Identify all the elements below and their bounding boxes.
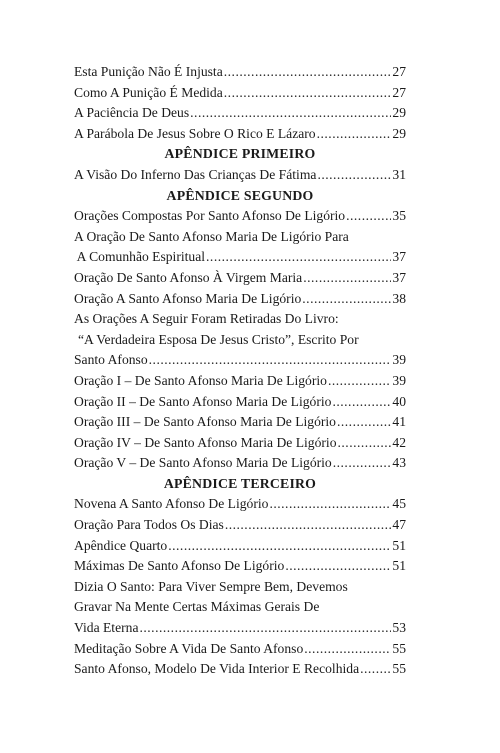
toc-page-number: 43 (392, 455, 406, 471)
toc-page-number: 51 (392, 558, 406, 574)
toc-page-number: 51 (392, 537, 406, 553)
toc-entry (74, 124, 406, 145)
toc-entry (74, 433, 406, 454)
dot-leader (338, 433, 392, 454)
section-heading: APÊNDICE TERCEIRO (163, 475, 317, 491)
toc-page-number: 55 (392, 661, 406, 677)
toc-page-number: 55 (392, 640, 406, 656)
toc-entry-title: Orações Compostas Por Santo Afonso De Ligório (74, 208, 346, 224)
toc-entry-title: A Paciência De Deus (74, 105, 190, 121)
table-of-contents (74, 62, 406, 680)
dot-leader (328, 371, 391, 392)
toc-text-line: Gravar Na Mente Certas Máximas Gerais De (74, 599, 320, 615)
toc-page-number: 35 (392, 208, 406, 224)
toc-entry (74, 494, 406, 515)
toc-text-line: A Oração De Santo Afonso Maria De Ligório Para (74, 228, 349, 244)
toc-entry-title: Vida Eterna (74, 620, 139, 636)
toc-entry (74, 268, 406, 289)
toc-page-number: 31 (392, 166, 406, 182)
toc-entry-title: Esta Punição Não É Injusta (74, 64, 223, 79)
toc-entry (74, 62, 406, 83)
toc-entry-title: Santo Afonso, Modelo De Vida Interior E Recolhida (74, 661, 360, 677)
toc-entry (74, 556, 406, 577)
dot-leader (285, 556, 391, 577)
dot-leader (139, 618, 391, 639)
toc-entry-title: Santo Afonso (74, 352, 148, 368)
toc-page-number: 29 (392, 105, 406, 121)
toc-entry-title: Oração I – De Santo Afonso Maria De Ligório (74, 372, 327, 388)
toc-entry-title: Oração V – De Santo Afonso Maria De Ligório (74, 455, 332, 471)
toc-entry-title: Oração II – De Santo Afonso Maria De Ligório (74, 393, 332, 409)
toc-entry-title: Oração Para Todos Os Dias (74, 517, 224, 533)
dot-leader (337, 412, 391, 433)
dot-leader (190, 103, 391, 124)
dot-leader (224, 83, 392, 104)
toc-page-number: 40 (392, 393, 406, 409)
toc-entry-title: Oração A Santo Afonso Maria De Ligório (74, 290, 302, 306)
toc-page-number: 37 (392, 269, 406, 285)
dot-leader (317, 165, 391, 186)
toc-entry-title: Oração De Santo Afonso À Virgem Maria (74, 269, 303, 285)
dot-leader (304, 639, 391, 660)
toc-entry (74, 289, 406, 310)
toc-page-number: 45 (392, 496, 406, 512)
dot-leader (302, 289, 391, 310)
toc-page-number: 38 (392, 290, 406, 306)
toc-page-number: 37 (392, 249, 406, 265)
dot-leader (303, 268, 391, 289)
toc-entry (74, 371, 406, 392)
dot-leader (317, 124, 392, 145)
toc-entry (74, 412, 406, 433)
toc-entry-title: Novena A Santo Afonso De Ligório (74, 496, 269, 512)
toc-page-number: 47 (392, 517, 406, 533)
toc-entry-title: Máximas De Santo Afonso De Ligório (74, 558, 285, 574)
toc-entry (74, 165, 406, 186)
toc-entry-title: Oração IV – De Santo Afonso Maria De Ligório (74, 434, 337, 450)
toc-entry-title: A Parábola De Jesus Sobre O Rico E Lázaro (74, 125, 316, 141)
section-heading: APÊNDICE PRIMEIRO (164, 146, 316, 162)
toc-entry-title: Como A Punição É Medida (74, 84, 223, 100)
dot-leader (269, 494, 391, 515)
toc-entry-title: Meditação Sobre A Vida De Santo Afonso (74, 640, 304, 656)
dot-leader (224, 62, 392, 83)
dot-leader (206, 247, 391, 268)
toc-page-number: 42 (392, 434, 406, 450)
toc-entry (74, 247, 406, 268)
toc-page-number: 29 (392, 125, 406, 141)
toc-entry (74, 618, 406, 639)
dot-leader (346, 206, 391, 227)
toc-text-line: As Orações A Seguir Foram Retiradas Do Livro: (74, 311, 339, 327)
toc-text-line: “A Verdadeira Esposa De Jesus Cristo”, Escrito Por (78, 331, 359, 347)
section-heading: APÊNDICE SEGUNDO (166, 187, 314, 203)
toc-entry (74, 659, 406, 680)
toc-entry (74, 515, 406, 536)
toc-page-number: 27 (392, 84, 406, 100)
dot-leader (225, 515, 392, 536)
toc-entry (74, 103, 406, 124)
toc-page-number: 41 (392, 414, 406, 430)
toc-entry (74, 536, 406, 557)
toc-entry (74, 350, 406, 371)
toc-entry (74, 392, 406, 413)
dot-leader (360, 659, 391, 680)
toc-entry-title: A Comunhão Espiritual (74, 249, 206, 265)
toc-entry (74, 83, 406, 104)
dot-leader (333, 453, 392, 474)
toc-text-line: Dizia O Santo: Para Viver Sempre Bem, Devemos (74, 578, 348, 594)
toc-entry (74, 453, 406, 474)
dot-leader (149, 350, 392, 371)
toc-entry-title: Oração III – De Santo Afonso Maria De Ligório (74, 414, 336, 430)
toc-page-number: 39 (392, 372, 406, 388)
dot-leader (332, 392, 391, 413)
toc-page-number: 53 (392, 620, 406, 636)
toc-entry (74, 206, 406, 227)
dot-leader (168, 536, 391, 557)
toc-entry (74, 639, 406, 660)
toc-entry-title: A Visão Do Inferno Das Crianças De Fátima (74, 166, 317, 182)
toc-page-number: 27 (392, 64, 406, 79)
toc-page-number: 39 (392, 352, 406, 368)
toc-entry-title: Apêndice Quarto (74, 537, 168, 553)
